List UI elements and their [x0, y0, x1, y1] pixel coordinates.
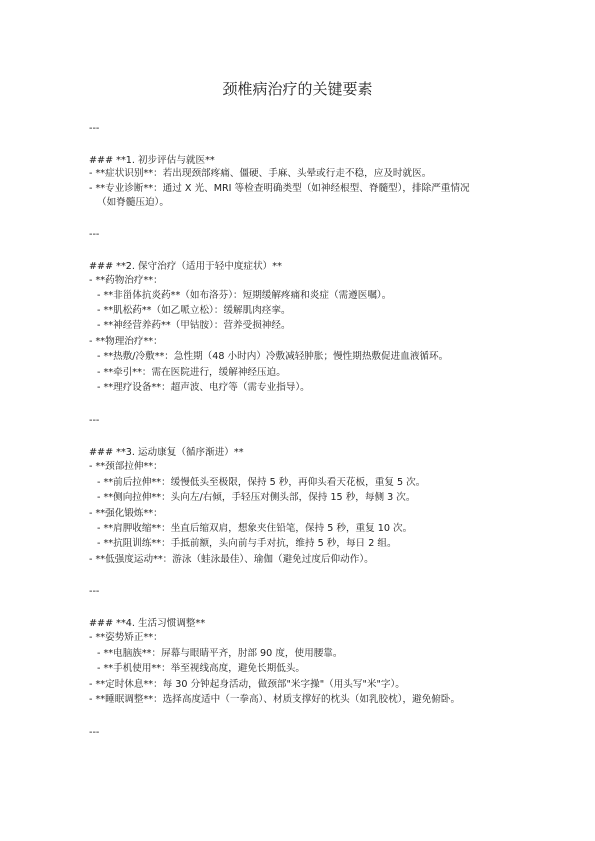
horizontal-rule: ---	[89, 586, 100, 597]
list-item: - **定时休息**：每 30 分钟起身活动，做颈部"米字操"（用头写"米"字）。	[89, 679, 405, 690]
section-heading: ### **1. 初步评估与就医**	[89, 155, 215, 166]
list-item: - **热敷/冷敷**：急性期（48 小时内）冷敷减轻肿胀；慢性期热敷促进血液循环。	[97, 351, 449, 362]
section-heading: ### **2. 保守治疗（适用于轻中度症状）**	[89, 261, 282, 272]
list-item: - **手机使用**：举至视线高度，避免长期低头。	[97, 663, 305, 674]
page-title: 颈椎病治疗的关键要素	[222, 80, 373, 98]
section-heading: ### **3. 运动康复（循序渐进）**	[89, 447, 244, 458]
list-item: - **颈部拉伸**：	[89, 461, 163, 472]
list-item: - **抗阻训练**：手抵前额，头向前与手对抗，维持 5 秒，每日 2 组。	[97, 538, 397, 549]
list-item: - **神经营养药**（甲钴胺）：营养受损神经。	[97, 320, 291, 331]
list-item: - **肌松药**（如乙哌立松）：缓解肌肉痉挛。	[97, 305, 291, 316]
list-item: - **肩胛收缩**：坐直后缩双肩，想象夹住铅笔，保持 5 秒，重复 10 次。	[97, 523, 413, 534]
horizontal-rule: ---	[89, 123, 100, 134]
list-item: （如脊髓压迫）。	[97, 197, 169, 208]
list-item: - **物理治疗**：	[89, 336, 163, 347]
list-item: - **症状识别**：若出现颈部疼痛、僵硬、手麻、头晕或行走不稳，应及时就医。	[89, 168, 432, 179]
list-item: - **专业诊断**：通过 X 光、MRI 等检查明确类型（如神经根型、脊髓型），排除严重情况	[89, 183, 470, 194]
list-item: - **姿势矫正**：	[89, 632, 163, 643]
list-item: - **低强度运动**：游泳（蛙泳最佳）、瑜伽（避免过度后仰动作）。	[89, 554, 374, 565]
list-item: - **电脑族**：屏幕与眼睛平齐，肘部 90 度，使用腰靠。	[97, 648, 343, 659]
list-item: - **非甾体抗炎药**（如布洛芬）：短期缓解疼痛和炎症（需遵医嘱）。	[97, 290, 392, 301]
section-heading: ### **4. 生活习惯调整**	[89, 618, 206, 629]
list-item: - **理疗设备**：超声波、电疗等（需专业指导）。	[97, 382, 310, 393]
list-item: - **牵引**：需在医院进行，缓解神经压迫。	[97, 367, 286, 378]
list-item: - **前后拉伸**：缓慢低头至极限，保持 5 秒，再仰头看天花板，重复 5 次。	[97, 477, 426, 488]
list-item: - **强化锻炼**：	[89, 508, 163, 519]
horizontal-rule: ---	[89, 727, 100, 738]
list-item: - **药物治疗**：	[89, 275, 163, 286]
horizontal-rule: ---	[89, 229, 100, 240]
list-item: - **侧向拉伸**：头向左/右倾，手轻压对侧头部，保持 15 秒，每侧 3 次。	[97, 492, 416, 503]
horizontal-rule: ---	[89, 415, 100, 426]
list-item: - **睡眠调整**：选择高度适中（一拳高）、材质支撑好的枕头（如乳胶枕），避免俯卧。	[89, 694, 461, 705]
